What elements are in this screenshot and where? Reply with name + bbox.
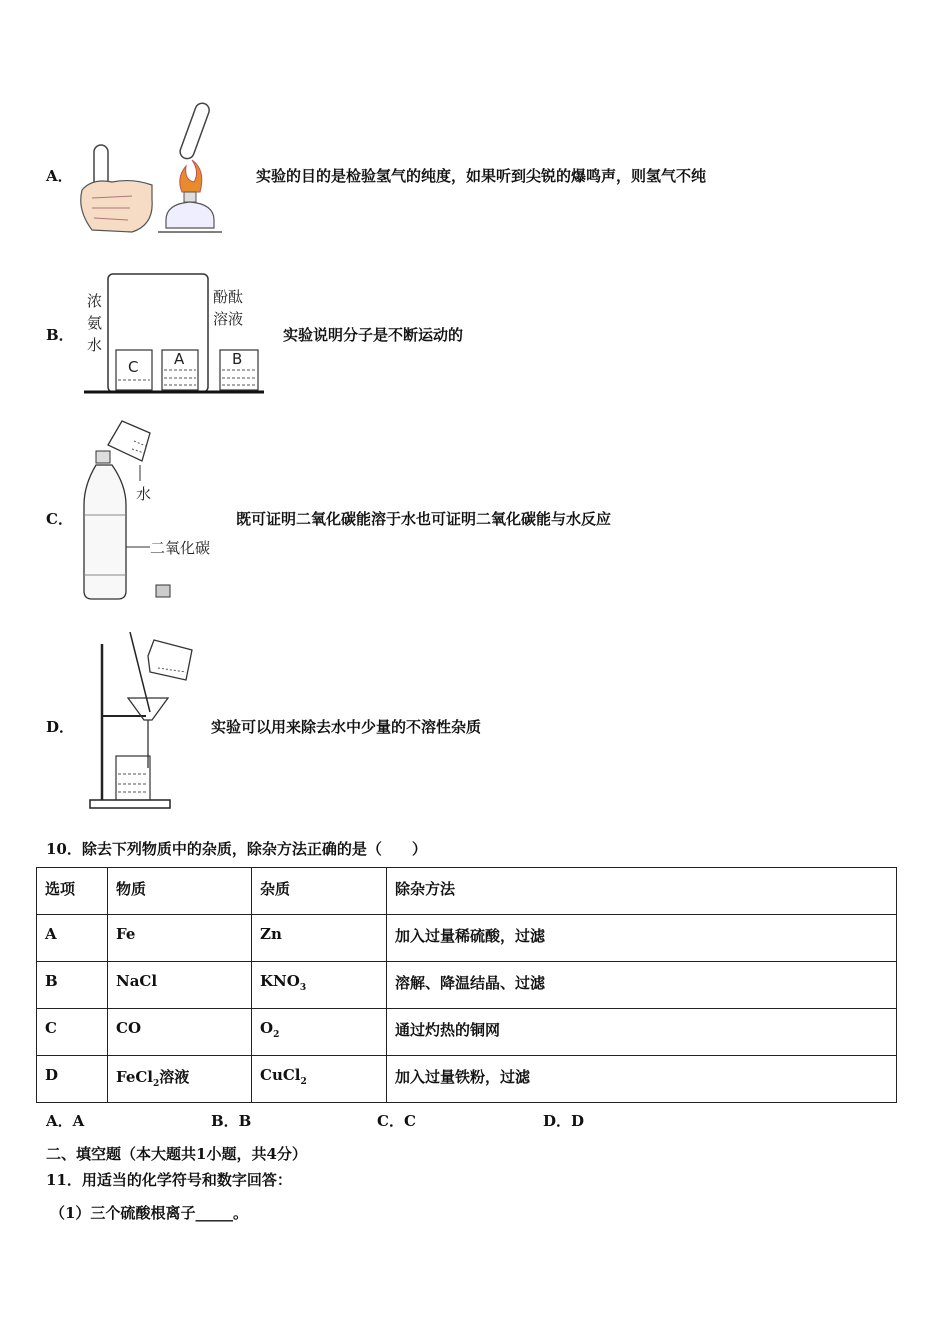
answer-d[interactable]: D．D (543, 1112, 585, 1130)
beaker-c-label: C (128, 358, 139, 376)
option-c-letter: C． (46, 510, 73, 528)
receiving-beaker (116, 756, 150, 800)
header-substance: 物质 (108, 868, 252, 915)
formula-subscript: 2 (273, 1030, 280, 1040)
row-method: 加入过量稀硫酸，过滤 (387, 915, 897, 962)
option-a-letter: A． (46, 167, 73, 185)
row-method: 加入过量铁粉，过滤 (387, 1056, 897, 1103)
header-method: 除杂方法 (387, 868, 897, 915)
formula-main: O (260, 1019, 274, 1037)
molecule-motion-figure (82, 272, 267, 400)
row-option: C (37, 1009, 108, 1056)
formula-main: FeCl (116, 1068, 154, 1086)
table-row (37, 1009, 897, 1056)
row-option: A (37, 915, 108, 962)
row-option: B (37, 962, 108, 1009)
question-10-stem: 10．除去下列物质中的杂质，除杂方法正确的是（ ） (46, 840, 427, 858)
test-tube-in-hand (81, 145, 152, 232)
pouring-beaker-d (148, 640, 192, 680)
section-2-heading: 二、填空题（本大题共1小题，共4分） (46, 1145, 307, 1163)
header-impurity: 杂质 (252, 868, 387, 915)
option-d-letter: D． (46, 718, 75, 736)
formula-main: CuCl (260, 1066, 301, 1084)
bottle-cap (156, 585, 170, 597)
co2-label: 二氧化碳 (150, 539, 211, 557)
row-impurity (252, 1056, 387, 1103)
table-row (37, 915, 897, 962)
water-label: 水 (136, 485, 152, 503)
table-row (37, 1056, 897, 1103)
iron-stand-base (90, 800, 170, 808)
filtration-figure (88, 628, 198, 813)
funnel (128, 698, 168, 768)
row-impurity (252, 962, 387, 1009)
formula-tail: 溶液 (159, 1068, 190, 1086)
plastic-bottle (84, 451, 126, 599)
option-a-text: 实验的目的是检验氢气的纯度，如果听到尖锐的爆鸣声，则氢气不纯 (256, 167, 707, 185)
answer-c[interactable]: C．C (377, 1112, 416, 1130)
beaker-a-label: A (174, 350, 185, 368)
phenolphthalein-label-1: 酚酞 (213, 288, 244, 306)
row-substance: CO (108, 1009, 252, 1056)
formula-subscript: 2 (153, 1079, 160, 1089)
answer-b[interactable]: B．B (211, 1112, 252, 1130)
answer-a[interactable]: A．A (46, 1112, 85, 1130)
row-impurity (252, 1009, 387, 1056)
row-method: 溶解、降温结晶、过滤 (387, 962, 897, 1009)
formula-subscript: 3 (299, 983, 307, 993)
row-substance (108, 1056, 252, 1103)
table-header-row (37, 868, 897, 915)
question-11-part-1: （1）三个硫酸根离子_____。 (50, 1204, 248, 1222)
option-b-text: 实验说明分子是不断运动的 (283, 326, 464, 344)
large-beaker-cover (108, 274, 208, 392)
glass-rod (130, 632, 150, 712)
option-b-letter: B． (46, 326, 74, 344)
ammonia-label-3: 水 (87, 336, 103, 354)
row-method: 通过灼热的铜网 (387, 1009, 897, 1056)
header-option: 选项 (37, 868, 108, 915)
row-option: D (37, 1056, 108, 1103)
question-11-stem: 11．用适当的化学符号和数字回答： (46, 1171, 292, 1189)
option-c-text: 既可证明二氧化碳能溶于水也可证明二氧化碳能与水反应 (236, 510, 612, 528)
ammonia-label-2: 氨 (87, 314, 103, 332)
table-row (37, 962, 897, 1009)
alcohol-lamp-with-tube (158, 101, 222, 232)
row-substance: Fe (108, 915, 252, 962)
beaker-b-label: B (232, 350, 243, 368)
option-d-text: 实验可以用来除去水中少量的不溶性杂质 (211, 718, 482, 736)
row-substance: NaCl (108, 962, 252, 1009)
co2-bottle-figure (78, 415, 233, 605)
ammonia-label-1: 浓 (87, 292, 103, 310)
phenolphthalein-label-2: 溶液 (213, 310, 244, 328)
row-impurity: Zn (252, 915, 387, 962)
formula-subscript: 2 (300, 1077, 307, 1087)
impurity-table (36, 867, 897, 1103)
hydrogen-test-figure (72, 100, 232, 240)
formula-main: KNO (260, 972, 300, 990)
